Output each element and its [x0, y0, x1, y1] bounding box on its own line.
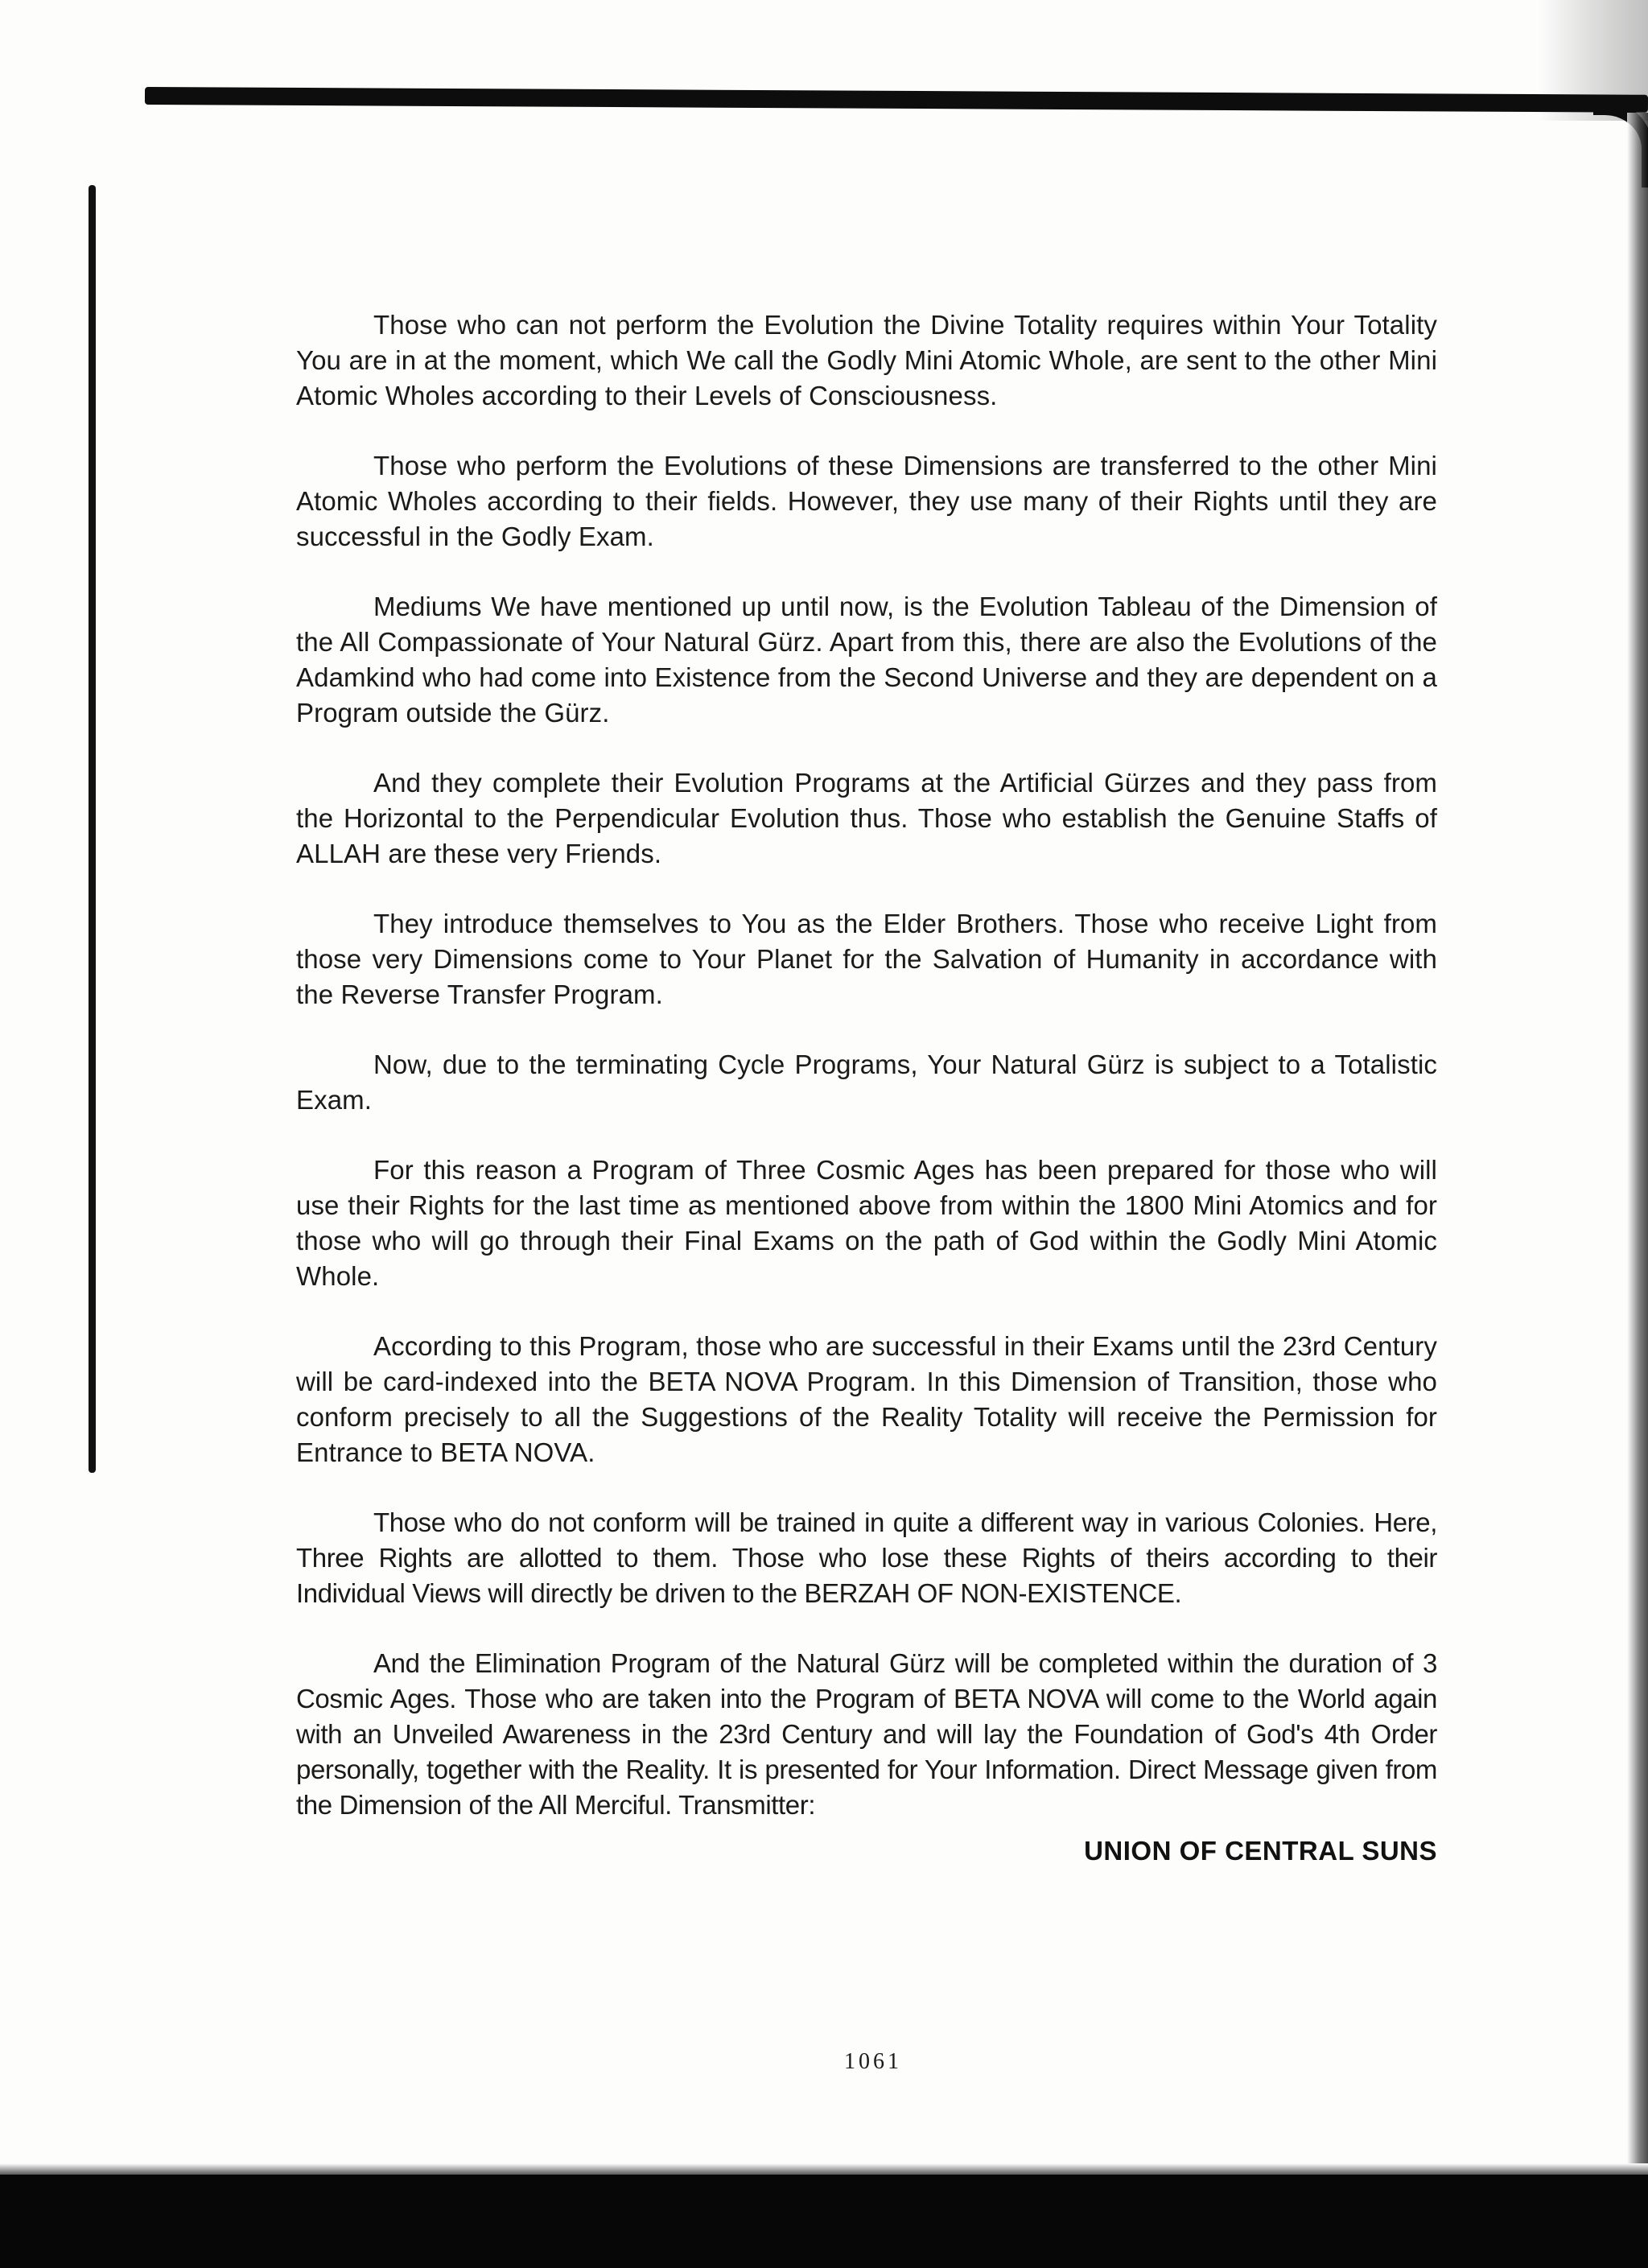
scan-border-right — [1627, 113, 1648, 2173]
signature: UNION OF CENTRAL SUNS — [1084, 1836, 1437, 1866]
paragraph-8: According to this Program, those who are successful in their Exams until the 23rd Century will be card-indexed into the BETA NOVA Program. In this Dimension of Transition, those who conform precisely to all the Suggestions of the Reality Totality will receive the Permission for Entrance to BETA NOVA. — [296, 1331, 1437, 1467]
paragraph-3: Mediums We have mentioned up until now, is the Evolution Tableau of the Dimension of the All Compassionate of Your Natural Gürz. Apart from this, there are also the Evolutions of the Adamkind who had come into Existence from the Second Universe and they are dependent on a Program outside the Gürz. — [296, 592, 1437, 728]
paragraph-9: Those who do not conform will be trained in quite a different way in various Colonies. Here, Three Rights are allotted to them. Those who lose these Rights of theirs according to their Individual Views will directly be driven to the BERZAH OF NON-EXISTENCE. — [296, 1507, 1437, 1608]
paragraph-6: Now, due to the terminating Cycle Programs, Your Natural Gürz is subject to a Totalistic Exam. — [296, 1049, 1437, 1115]
paragraph-1: Those who can not perform the Evolution the Divine Totality requires within Your Totality You are in at the moment, which We call the Godly Mini Atomic Whole, are sent to the other Mini Atomic Wholes according to their Levels of Consciousness. — [296, 310, 1437, 410]
paragraph-5: They introduce themselves to You as the Elder Brothers. Those who receive Light from those very Dimensions come to Your Planet for the Salvation of Humanity in accordance with the Reverse Transfer Program. — [296, 909, 1437, 1009]
paragraph-2: Those who perform the Evolutions of these Dimensions are transferred to the other Mini Atomic Wholes according to their fields. However, they use many of their Rights until they are successful in the Godly Exam. — [296, 451, 1437, 551]
body-text — [296, 307, 1437, 1858]
paragraph-7: For this reason a Program of Three Cosmic Ages has been prepared for those who will use their Rights for the last time as mentioned above from within the 1800 Mini Atomics and for those who will go through their Final Exams on the path of God within the Godly Mini Atomic Whole. — [296, 1155, 1437, 1291]
scan-border-bottom — [0, 2175, 1648, 2268]
page-number: 1061 — [844, 2049, 902, 2074]
paragraph-10: And the Elimination Program of the Natural Gürz will be completed within the duration of 3 Cosmic Ages. Those who are taken into the Program of BETA NOVA will come to the World again with an Unveiled Awareness in the 23rd Century and will lay the Foundation of God's 4th Order personally, together with the Reality. It is presented for Your Information. Direct Message given from the Dimension of the All Merciful. Transmitter: — [296, 1648, 1437, 1820]
paragraph-4: And they complete their Evolution Programs at the Artificial Gürzes and they pass from the Horizontal to the Perpendicular Evolution thus. Those who establish the Genuine Staffs of ALLAH are these very Friends. — [296, 768, 1437, 868]
scan-border-left — [89, 185, 96, 1473]
scan-border-top — [145, 87, 1648, 113]
